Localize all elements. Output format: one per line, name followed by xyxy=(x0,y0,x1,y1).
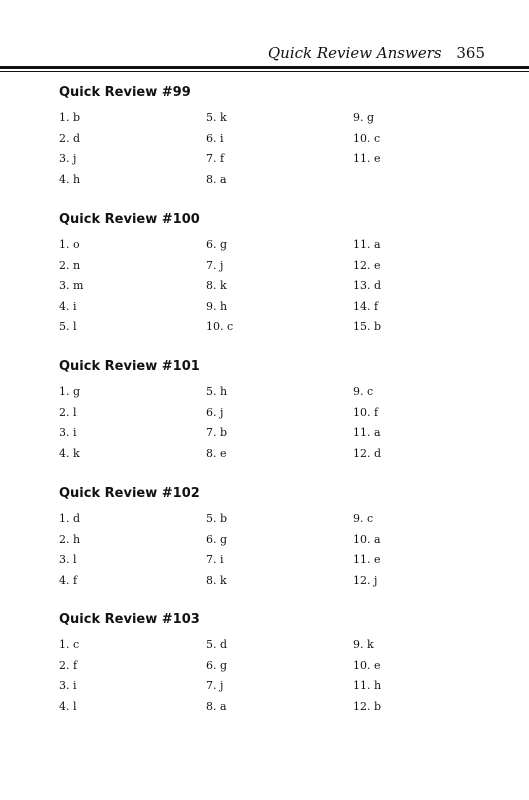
answer-item: 7. i xyxy=(206,553,224,566)
answer-row xyxy=(59,512,479,533)
answer-item: 11. a xyxy=(353,238,381,251)
answer-row xyxy=(59,533,479,554)
answer-item: 8. a xyxy=(206,699,227,713)
answer-item: 9. h xyxy=(206,299,228,313)
answer-item: 15. b xyxy=(353,320,382,333)
answer-row xyxy=(59,238,479,259)
answer-item: 12. e xyxy=(353,258,381,272)
section-heading: Quick Review #102 xyxy=(59,486,200,501)
answer-item: 2. n xyxy=(59,258,81,272)
answer-item: 2. f xyxy=(59,658,78,672)
answer-item: 10. c xyxy=(353,131,381,145)
answer-row xyxy=(59,132,479,153)
answer-item: 8. k xyxy=(206,279,227,292)
answer-row xyxy=(59,638,479,659)
answer-item: 6. j xyxy=(206,405,224,419)
answer-item: 4. k xyxy=(59,446,80,460)
answer-row xyxy=(59,385,479,406)
answer-row xyxy=(59,300,479,321)
answer-row xyxy=(59,679,479,700)
answer-row xyxy=(59,279,479,300)
answer-item: 3. l xyxy=(59,553,77,566)
answer-item: 11. e xyxy=(353,152,381,165)
answer-item: 1. c xyxy=(59,638,80,651)
answer-item: 4. i xyxy=(59,299,77,313)
answer-item: 5. b xyxy=(206,512,228,525)
answer-item: 1. b xyxy=(59,111,81,124)
answer-item: 12. j xyxy=(353,573,378,587)
answer-item: 1. d xyxy=(59,512,81,525)
answer-item: 11. a xyxy=(353,426,381,439)
answer-item: 9. c xyxy=(353,385,374,398)
answer-item: 4. f xyxy=(59,573,78,587)
answer-item: 7. j xyxy=(206,679,224,692)
answer-item: 9. c xyxy=(353,512,374,525)
answer-item: 4. h xyxy=(59,172,81,186)
answer-item: 8. a xyxy=(206,172,227,186)
answer-item: 13. d xyxy=(353,279,382,292)
running-head-title: Quick Review Answers xyxy=(267,44,442,62)
answer-row xyxy=(59,173,479,194)
page-number: 365 xyxy=(456,44,485,62)
answer-grid xyxy=(59,638,479,720)
quick-review-section xyxy=(59,85,479,193)
answer-item: 3. i xyxy=(59,426,77,439)
answer-row xyxy=(59,700,479,721)
answer-item: 6. g xyxy=(206,658,228,672)
answer-row xyxy=(59,406,479,427)
answer-item: 2. d xyxy=(59,131,81,145)
answer-item: 2. l xyxy=(59,405,77,419)
answer-item: 10. e xyxy=(353,658,381,672)
section-heading: Quick Review #103 xyxy=(59,612,200,627)
answer-item: 7. j xyxy=(206,258,224,272)
answer-item: 10. c xyxy=(206,320,234,333)
answer-item: 7. b xyxy=(206,426,228,439)
answer-grid xyxy=(59,512,479,594)
answer-item: 12. d xyxy=(353,446,382,460)
answer-item: 8. k xyxy=(206,573,227,587)
quick-review-section xyxy=(59,212,479,341)
answer-row xyxy=(59,259,479,280)
answer-item: 11. h xyxy=(353,679,382,692)
answer-row xyxy=(59,152,479,173)
answer-item: 8. e xyxy=(206,446,227,460)
answer-item: 5. k xyxy=(206,111,227,124)
answer-item: 1. g xyxy=(59,385,81,398)
answer-grid xyxy=(59,238,479,341)
answer-item: 5. l xyxy=(59,320,77,333)
answer-item: 6. i xyxy=(206,131,224,145)
answer-item: 3. m xyxy=(59,279,84,292)
answer-item: 14. f xyxy=(353,299,379,313)
answer-row xyxy=(59,553,479,574)
running-head xyxy=(268,44,485,62)
section-heading: Quick Review #101 xyxy=(59,359,200,374)
answer-row xyxy=(59,111,479,132)
answer-item: 10. a xyxy=(353,532,381,546)
answer-item: 6. g xyxy=(206,238,228,251)
answer-item: 12. b xyxy=(353,699,382,713)
answer-item: 5. h xyxy=(206,385,228,398)
answer-item: 10. f xyxy=(353,405,379,419)
answer-row xyxy=(59,659,479,680)
answer-item: 6. g xyxy=(206,532,228,546)
answer-item: 11. e xyxy=(353,553,381,566)
answer-row xyxy=(59,320,479,341)
answer-item: 4. l xyxy=(59,699,77,713)
answer-item: 3. i xyxy=(59,679,77,692)
answer-item: 9. k xyxy=(353,638,374,651)
answer-grid xyxy=(59,111,479,193)
answer-row xyxy=(59,426,479,447)
header-rule-thin xyxy=(0,71,529,72)
answer-item: 3. j xyxy=(59,152,77,165)
answer-item: 7. f xyxy=(206,152,225,165)
quick-review-section xyxy=(59,359,479,467)
answer-row xyxy=(59,574,479,595)
answer-item: 9. g xyxy=(353,111,375,124)
answer-item: 1. o xyxy=(59,238,80,251)
answer-item: 2. h xyxy=(59,532,81,546)
answer-row xyxy=(59,447,479,468)
quick-review-section xyxy=(59,486,479,594)
answer-grid xyxy=(59,385,479,467)
answer-item: 5. d xyxy=(206,638,228,651)
quick-review-section xyxy=(59,612,479,720)
section-heading: Quick Review #100 xyxy=(59,212,200,227)
header-rule-thick xyxy=(0,66,529,69)
section-heading: Quick Review #99 xyxy=(59,85,191,100)
